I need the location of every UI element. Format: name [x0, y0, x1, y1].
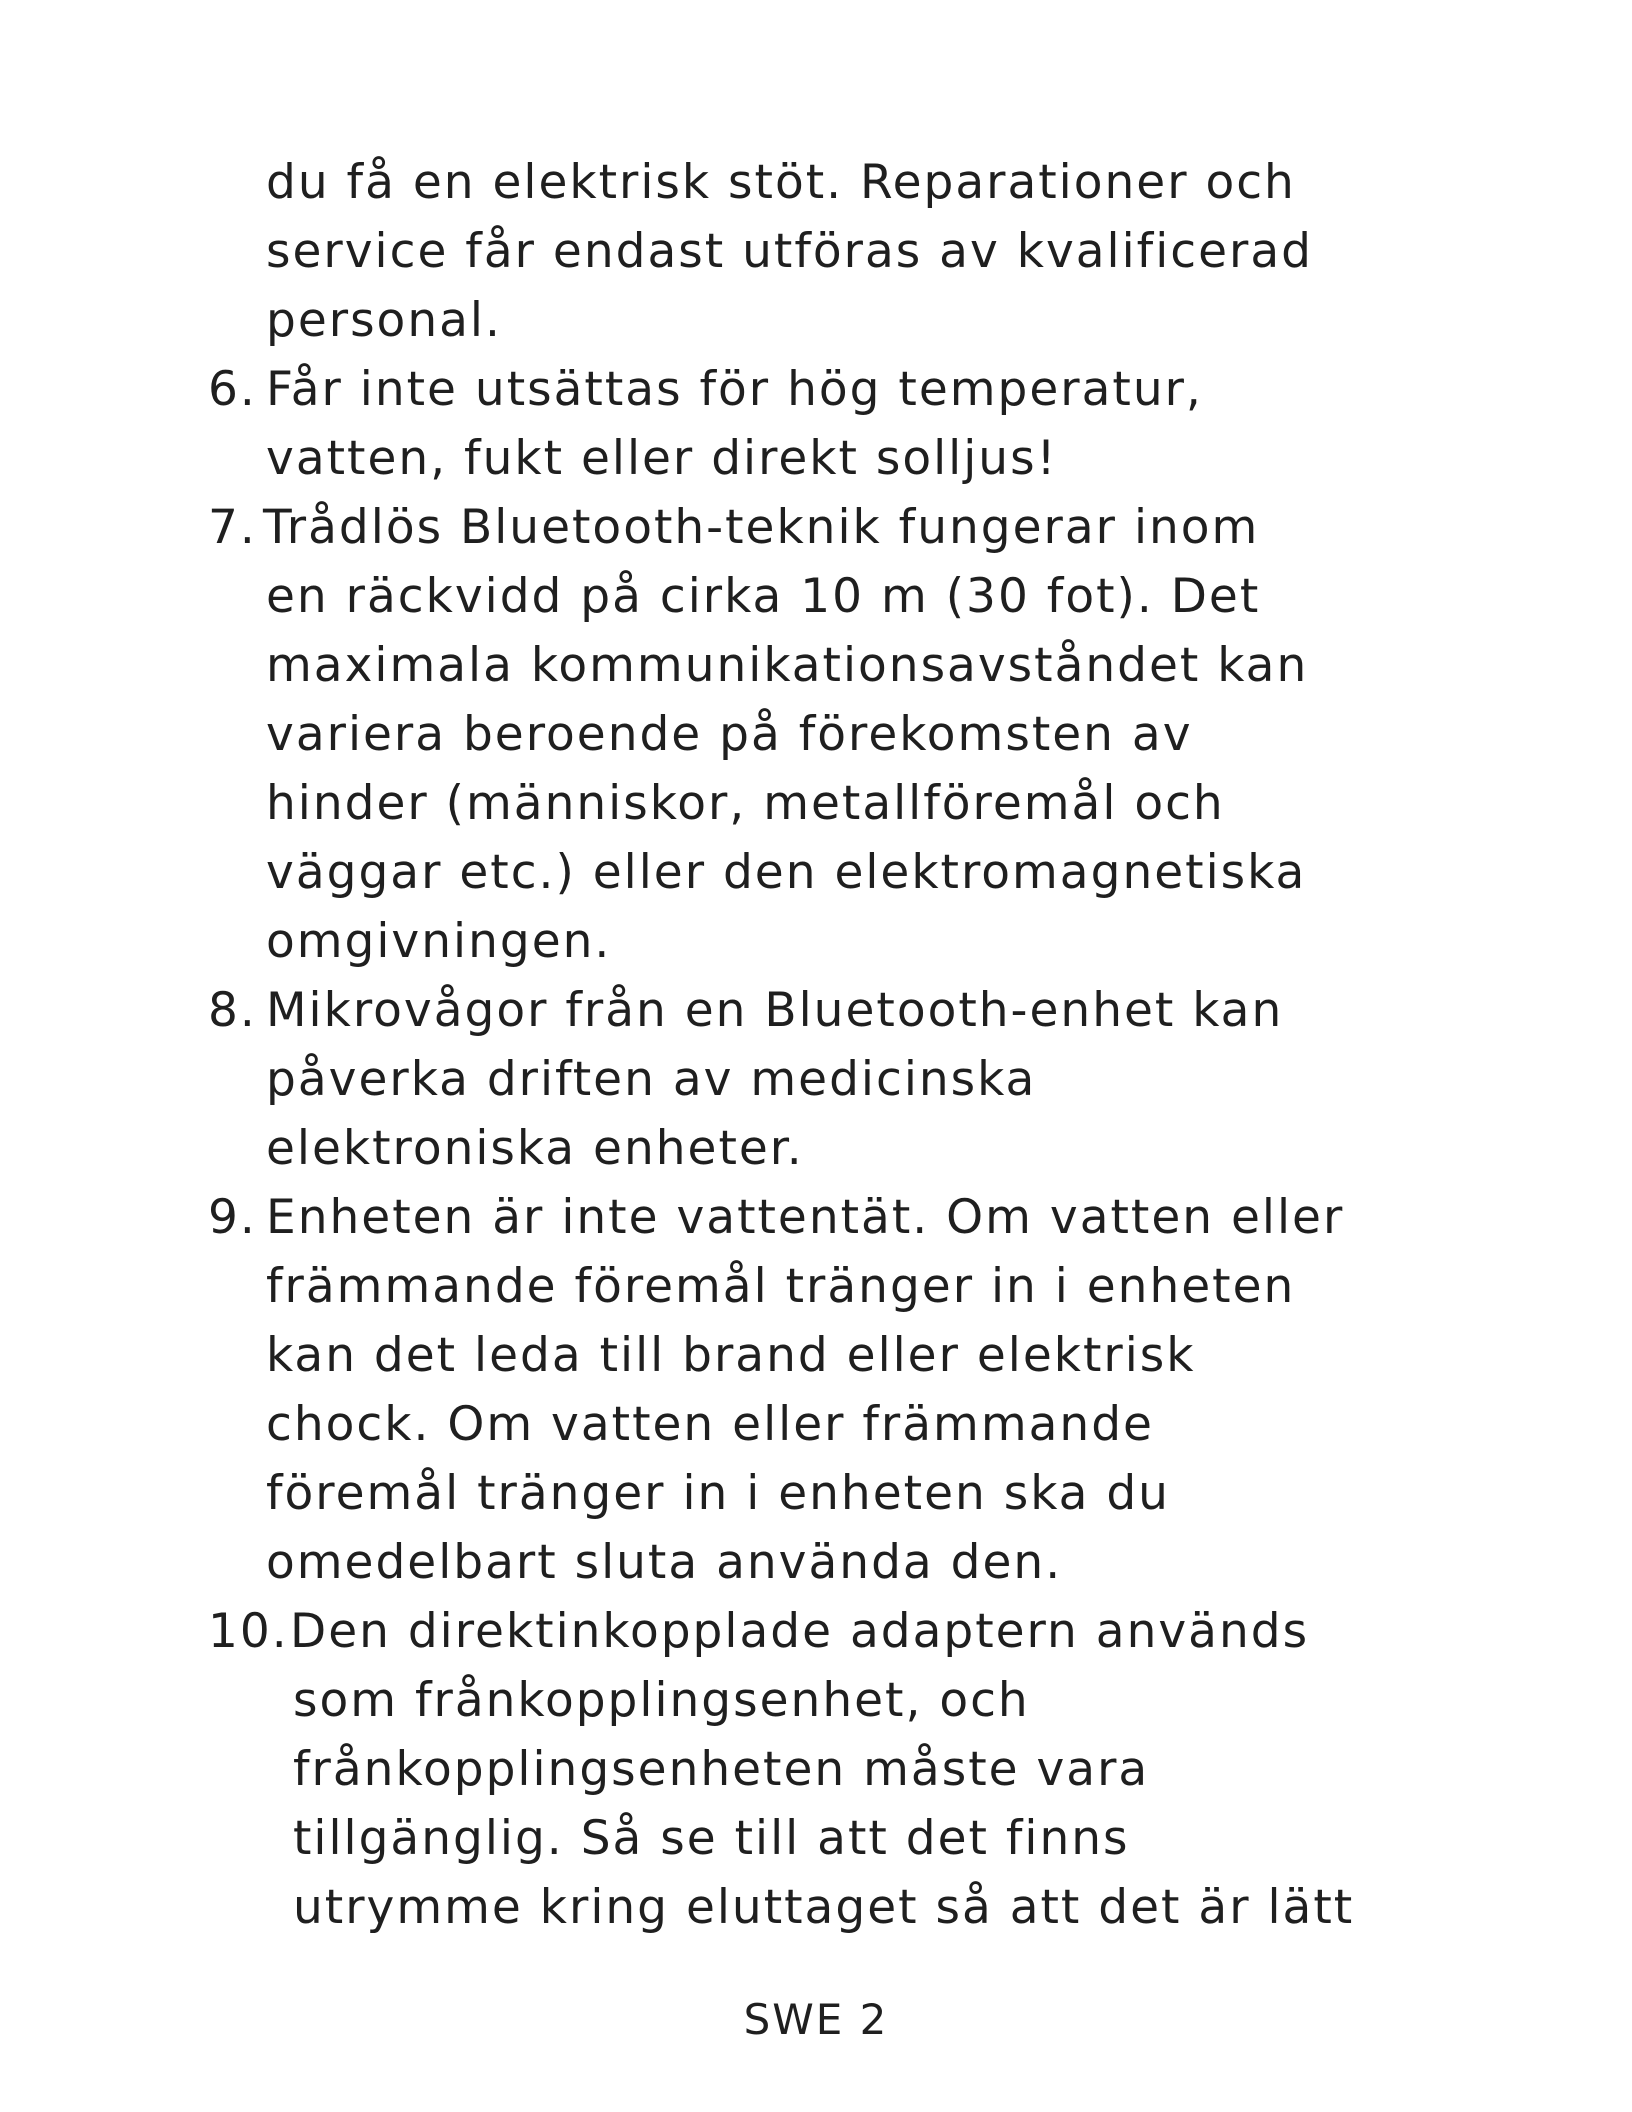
text-line: väggar etc.) eller den elektromagnetiska	[266, 845, 1307, 900]
text-line: kan det leda till brand eller elektrisk	[266, 1328, 1196, 1383]
text-line: chock. Om vatten eller främmande	[266, 1397, 1154, 1452]
text-line: Mikrovågor från en Bluetooth-enhet kan	[266, 983, 1284, 1038]
text-line: service får endast utföras av kvalificerad	[266, 224, 1313, 279]
text-line: frånkopplingsenheten måste vara	[293, 1742, 1150, 1797]
item-number: 9.	[208, 1190, 257, 1245]
text-line: vatten, fukt eller direkt solljus!	[266, 431, 1058, 486]
text-line: påverka driften av medicinska	[266, 1052, 1037, 1107]
text-line: omedelbart sluta använda den.	[266, 1535, 1063, 1590]
text-line: hinder (människor, metallföremål och	[266, 776, 1225, 831]
text-line: utrymme kring eluttaget så att det är lätt	[293, 1880, 1355, 1935]
text-line: Trådlös Bluetooth-teknik fungerar inom	[263, 500, 1260, 555]
text-line: maximala kommunikationsavståndet kan	[266, 638, 1309, 693]
item-number: 10.	[208, 1604, 289, 1659]
text-line: omgivningen.	[266, 914, 612, 969]
text-line: Enheten är inte vattentät. Om vatten eller	[266, 1190, 1345, 1245]
text-line: Får inte utsättas för hög temperatur,	[266, 362, 1203, 417]
item-number: 6.	[208, 362, 257, 417]
text-line: personal.	[266, 293, 502, 348]
item-number: 7.	[208, 500, 257, 555]
text-line: tillgänglig. Så se till att det finns	[293, 1811, 1130, 1866]
page-number: SWE 2	[743, 1995, 889, 2044]
text-line: elektroniska enheter.	[266, 1121, 804, 1176]
text-line: en räckvidd på cirka 10 m (30 fot). Det	[266, 569, 1261, 624]
text-line: variera beroende på förekomsten av	[266, 707, 1193, 762]
text-line: som frånkopplingsenhet, och	[293, 1673, 1030, 1728]
text-line: du få en elektrisk stöt. Reparationer och	[266, 155, 1296, 210]
text-line: Den direktinkopplade adaptern används	[290, 1604, 1310, 1659]
item-number: 8.	[208, 983, 257, 1038]
text-line: föremål tränger in i enheten ska du	[266, 1466, 1170, 1521]
text-line: främmande föremål tränger in i enheten	[266, 1259, 1296, 1314]
